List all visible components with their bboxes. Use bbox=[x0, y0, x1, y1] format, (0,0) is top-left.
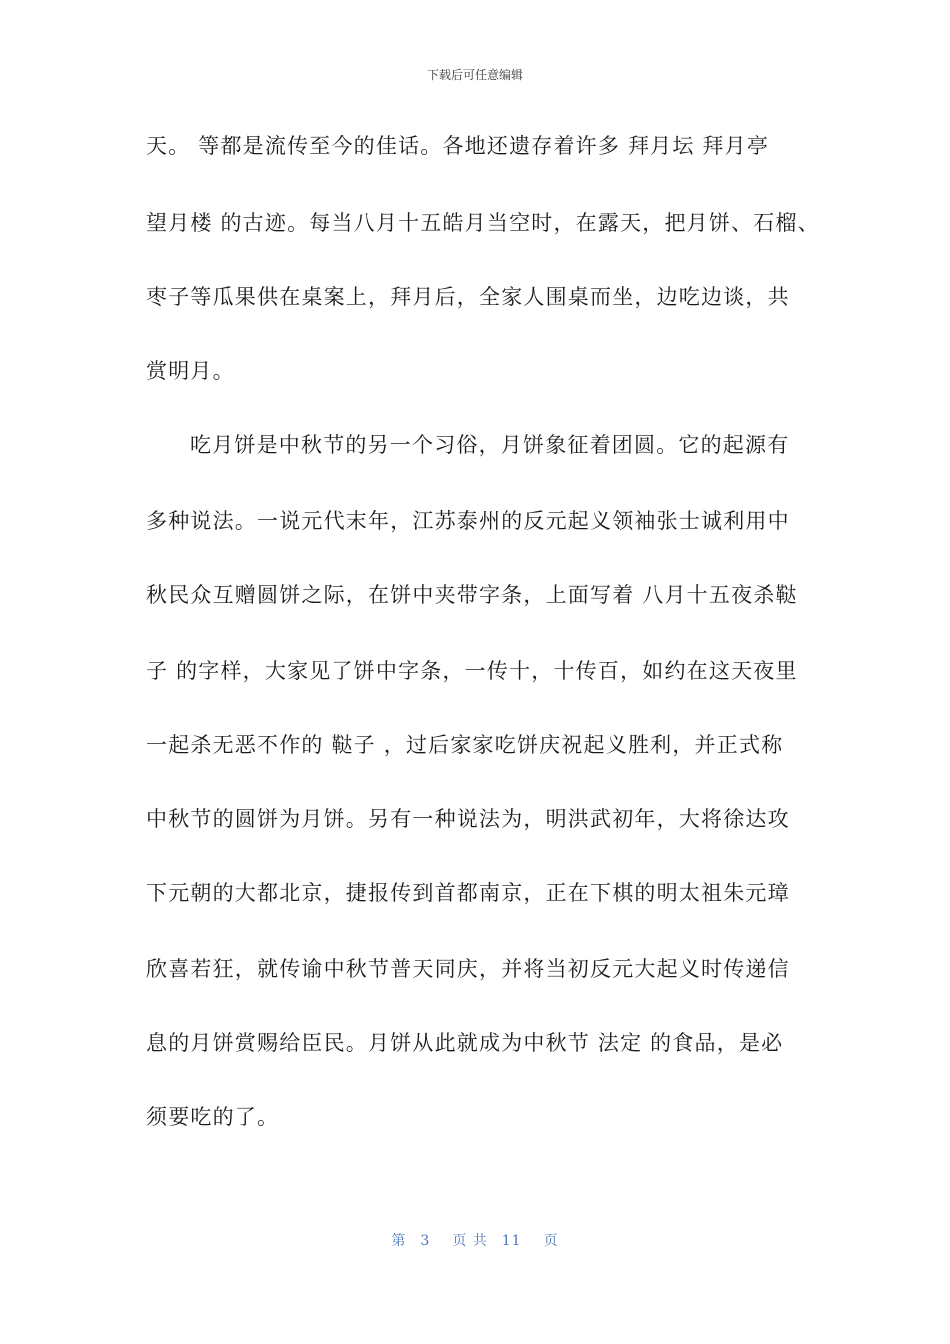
text-line: 赏明月。 bbox=[146, 359, 235, 383]
text-line: 秋民众互赠圆饼之际，在饼中夹带字条，上面写着 八月十五夜杀鞑 bbox=[146, 583, 798, 607]
text-line: 天。 等都是流传至今的佳话。各地还遗存着许多 拜月坛 拜月亭 bbox=[146, 134, 770, 158]
footer-prefix: 第 bbox=[391, 1233, 407, 1249]
text-line: 息的月饼赏赐给臣民。月饼从此就成为中秋节 法定 的食品，是必 bbox=[146, 1031, 784, 1055]
text-line: 下元朝的大都北京，捷报传到首都南京，正在下棋的明太祖朱元璋 bbox=[146, 881, 790, 905]
paragraph-first-line: 吃月饼是中秋节的另一个习俗，月饼象征着团圆。它的起源有 bbox=[190, 433, 790, 457]
text-line: 须要吃的了。 bbox=[146, 1105, 280, 1129]
text-line: 中秋节的圆饼为月饼。另有一种说法为，明洪武初年，大将徐达攻 bbox=[146, 807, 790, 831]
text-line: 望月楼 的古迹。每当八月十五皓月当空时，在露天，把月饼、石榴、 bbox=[146, 211, 820, 235]
text-line: 枣子等瓜果供在桌案上，拜月后，全家人围桌而坐，边吃边谈，共 bbox=[146, 285, 790, 309]
page-header: 下载后可任意编辑 bbox=[426, 68, 523, 82]
footer-suffix: 页 bbox=[543, 1233, 559, 1249]
page-footer bbox=[0, 1230, 950, 1250]
text-line: 子 的字样，大家见了饼中字条，一传十，十传百，如约在这天夜里 bbox=[146, 659, 798, 683]
text-line: 一起杀无恶不作的 鞑子 ，过后家家吃饼庆祝起义胜利，并正式称 bbox=[146, 733, 784, 757]
current-page-number: 3 bbox=[420, 1233, 431, 1249]
text-line: 欣喜若狂，就传谕中秋节普天同庆，并将当初反元大起义时传递信 bbox=[146, 957, 790, 981]
text-line: 多种说法。一说元代末年，江苏泰州的反元起义领袖张士诚利用中 bbox=[146, 509, 790, 533]
total-pages-number: 11 bbox=[501, 1233, 522, 1249]
footer-middle: 页 共 bbox=[452, 1233, 488, 1249]
